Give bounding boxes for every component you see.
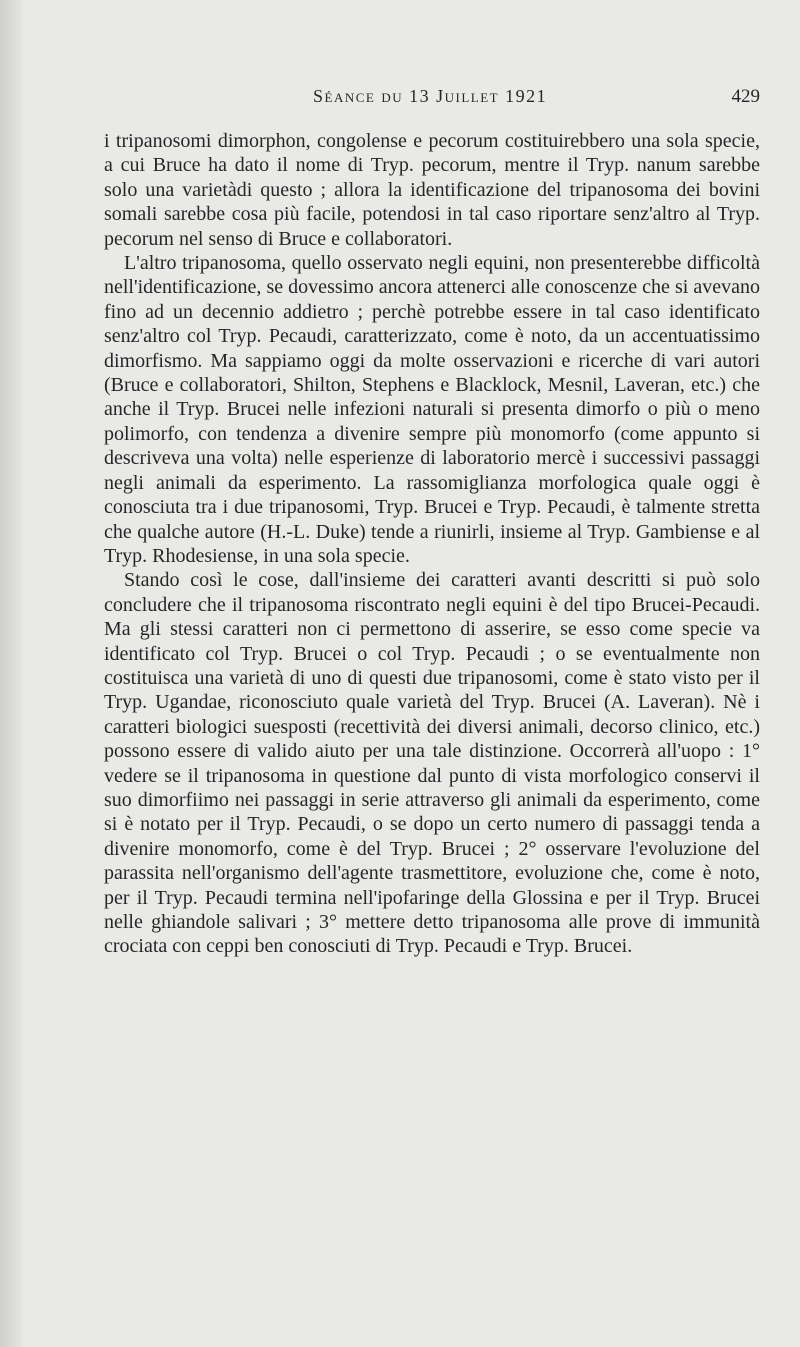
paragraph-3: Stando così le cose, dall'insieme dei caratteri avanti descritti si può solo concludere che il tripanosoma riscontrato negli equini è del tipo Brucei-Pecaudi. Ma gli stessi caratteri non ci permettono di asserire, se esso come specie va identificato col Tryp. Brucei o col Tryp. Pecaudi ; o se eventualmente non costituisca una varietà di uno di questi due tripanosomi, come è stato visto per il Tryp. Ugandae, riconosciuto quale varietà del Tryp. Brucei (A. Laveran). Nè i caratteri biologici suesposti (recettività dei diversi animali, decorso clinico, etc.) possono essere di valido aiuto per una tale distinzione. Occorrerà all'uopo : 1° vedere se il tripanosoma in questione dal punto di vista morfologico conservi il suo dimorfiimo nei passaggi in serie attraverso gli animali da esperimento, come si è notato per il Tryp. Pecaudi, o se dopo un certo numero di passaggi tenda a divenire monomorfo, come è del Tryp. Brucei ; 2° osservare l'evoluzione del parassita nell'organismo dell'agente trasmettitore, evoluzione che, come è noto, per il Tryp. Pecaudi termina nell'ipofaringe della Glossina e per il Tryp. Brucei nelle ghiandole salivari ; 3° mettere detto tripanosoma alle prove di immunità crociata con ceppi ben conosciuti di Tryp. Pecaudi e Tryp. Brucei. (104, 569, 760, 958)
paragraph-2: L'altro tripanosoma, quello osservato negli equini, non presenterebbe difficoltà nell'identificazione, se dovessimo ancora attenerci alle conoscenze che si avevano fino ad un decennio addietro ; perchè potrebbe essere in tal caso identificato senz'altro col Tryp. Pecaudi, caratterizzato, come è noto, da un accentuatissimo dimorfismo. Ma sappiamo oggi da molte osservazioni e ricerche di vari autori (Bruce e collaboratori, Shilton, Stephens e Blacklock, Mesnil, Laveran, etc.) che anche il Tryp. Brucei nelle infezioni naturali si presenta dimorfo o più o meno polimorfo, con tendenza a divenire sempre più monomorfo (come appunto si descriveva una volta) nelle esperienze di laboratorio mercè i successivi passaggi negli animali da esperimento. La rassomiglianza morfologica quale oggi è conosciuta tra i due tripanosomi, Tryp. Brucei e Tryp. Pecaudi, è talmente stretta che qualche autore (H.-L. Duke) tende a riunirli, insieme al Tryp. Gambiense e al Tryp. Rhodesiense, in una sola specie. (104, 252, 760, 567)
page-number: 429 (731, 86, 760, 107)
binding-shadow (0, 0, 22, 1347)
page-header (105, 86, 760, 112)
running-head: Séance du 13 Juillet 1921 (313, 86, 548, 106)
body-text (104, 129, 760, 959)
paragraph-1: i tripanosomi dimorphon, congolense e pecorum costituirebbero una sola specie, a cui Bruce ha dato il nome di Tryp. pecorum, mentre il Tryp. nanum sarebbe solo una varietàdi questo ; allora la identificazione del tripanosoma dei bovini somali sarebbe cosa più facile, potendosi in tal caso riportare senz'altro al Tryp. pecorum nel senso di Bruce e collaboratori. (104, 130, 760, 250)
